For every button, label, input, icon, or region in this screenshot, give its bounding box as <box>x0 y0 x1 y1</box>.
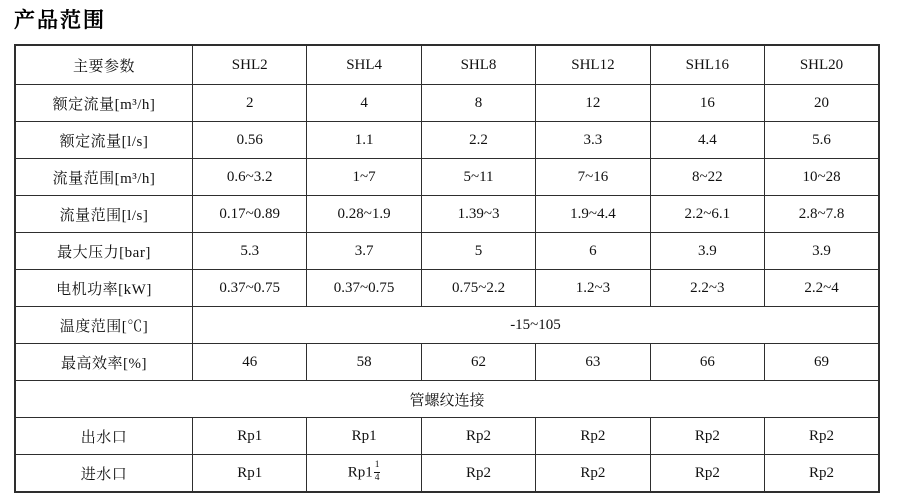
value-cell: 4 <box>307 85 421 122</box>
value-cell: 46 <box>193 344 307 381</box>
value-cell: Rp2 <box>765 418 879 455</box>
value-cell: 63 <box>536 344 650 381</box>
value-cell: 0.37~0.75 <box>193 270 307 307</box>
merged-value-cell: -15~105 <box>193 307 880 344</box>
value-cell: 3.7 <box>307 233 421 270</box>
value-cell: 8 <box>421 85 535 122</box>
header-cell-parameter: 主要参数 <box>15 45 193 85</box>
row-label-cell: 流量范围[m³/h] <box>15 159 193 196</box>
value-cell: 3.9 <box>650 233 764 270</box>
value-cell: 7~16 <box>536 159 650 196</box>
value-cell: 1~7 <box>307 159 421 196</box>
product-spec-table-body <box>15 45 879 492</box>
value-cell: Rp1 <box>307 418 421 455</box>
value-cell: 2.2~4 <box>765 270 879 307</box>
value-cell: 5.3 <box>193 233 307 270</box>
value-cell: Rp2 <box>536 455 650 493</box>
value-cell: 3.3 <box>536 122 650 159</box>
value-cell: 0.6~3.2 <box>193 159 307 196</box>
value-cell: 0.28~1.9 <box>307 196 421 233</box>
value-cell: 0.37~0.75 <box>307 270 421 307</box>
product-spec-table <box>14 44 880 493</box>
value-cell: 5.6 <box>765 122 879 159</box>
section-span-cell: 管螺纹连接 <box>15 381 879 418</box>
value-cell: Rp2 <box>650 455 764 493</box>
row-label-cell: 额定流量[l/s] <box>15 122 193 159</box>
value-cell: 2.2~3 <box>650 270 764 307</box>
value-cell: Rp1 <box>193 418 307 455</box>
table-row <box>15 159 879 196</box>
table-row <box>15 196 879 233</box>
value-cell: Rp2 <box>421 455 535 493</box>
value-cell: 2.8~7.8 <box>765 196 879 233</box>
value-cell: 4.4 <box>650 122 764 159</box>
value-cell: Rp2 <box>650 418 764 455</box>
value-cell: 58 <box>307 344 421 381</box>
value-cell: 3.9 <box>765 233 879 270</box>
value-cell <box>307 455 421 493</box>
header-cell-model: SHL20 <box>765 45 879 85</box>
value-cell: 1.1 <box>307 122 421 159</box>
row-label-cell: 最高效率[%] <box>15 344 193 381</box>
cell-text: Rp1 <box>347 464 373 481</box>
fraction-denominator: 4 <box>374 472 380 483</box>
row-label-cell: 出水口 <box>15 418 193 455</box>
value-cell: 62 <box>421 344 535 381</box>
value-cell: 5~11 <box>421 159 535 196</box>
value-cell: 20 <box>765 85 879 122</box>
value-cell: 6 <box>536 233 650 270</box>
table-row <box>15 122 879 159</box>
value-cell: 16 <box>650 85 764 122</box>
value-cell: 8~22 <box>650 159 764 196</box>
value-cell: 1.9~4.4 <box>536 196 650 233</box>
value-cell: 2.2 <box>421 122 535 159</box>
table-row <box>15 455 879 493</box>
fraction-numerator: 1 <box>374 461 381 473</box>
page-title: 产品范围 <box>14 9 106 32</box>
fraction <box>374 461 381 483</box>
row-label-cell: 额定流量[m³/h] <box>15 85 193 122</box>
value-cell: Rp2 <box>421 418 535 455</box>
row-label-cell: 进水口 <box>15 455 193 493</box>
value-cell: 5 <box>421 233 535 270</box>
value-cell: 0.75~2.2 <box>421 270 535 307</box>
value-cell: 66 <box>650 344 764 381</box>
row-label-cell: 最大压力[bar] <box>15 233 193 270</box>
header-cell-model: SHL16 <box>650 45 764 85</box>
row-label-cell: 流量范围[l/s] <box>15 196 193 233</box>
header-cell-model: SHL4 <box>307 45 421 85</box>
value-cell: 1.39~3 <box>421 196 535 233</box>
value-cell: Rp1 <box>193 455 307 493</box>
table-row <box>15 270 879 307</box>
value-cell: 0.17~0.89 <box>193 196 307 233</box>
value-cell: 10~28 <box>765 159 879 196</box>
table-row <box>15 381 879 418</box>
header-cell-model: SHL12 <box>536 45 650 85</box>
value-cell: 12 <box>536 85 650 122</box>
table-row <box>15 85 879 122</box>
value-cell: 0.56 <box>193 122 307 159</box>
value-cell: Rp2 <box>765 455 879 493</box>
header-cell-model: SHL2 <box>193 45 307 85</box>
row-label-cell: 温度范围[℃] <box>15 307 193 344</box>
table-row <box>15 233 879 270</box>
header-cell-model: SHL8 <box>421 45 535 85</box>
value-cell: 2 <box>193 85 307 122</box>
table-row <box>15 344 879 381</box>
table-row <box>15 418 879 455</box>
value-cell: 1.2~3 <box>536 270 650 307</box>
table-header-row <box>15 45 879 85</box>
row-label-cell: 电机功率[kW] <box>15 270 193 307</box>
value-cell: 69 <box>765 344 879 381</box>
value-cell: Rp2 <box>536 418 650 455</box>
table-row <box>15 307 879 344</box>
value-cell: 2.2~6.1 <box>650 196 764 233</box>
